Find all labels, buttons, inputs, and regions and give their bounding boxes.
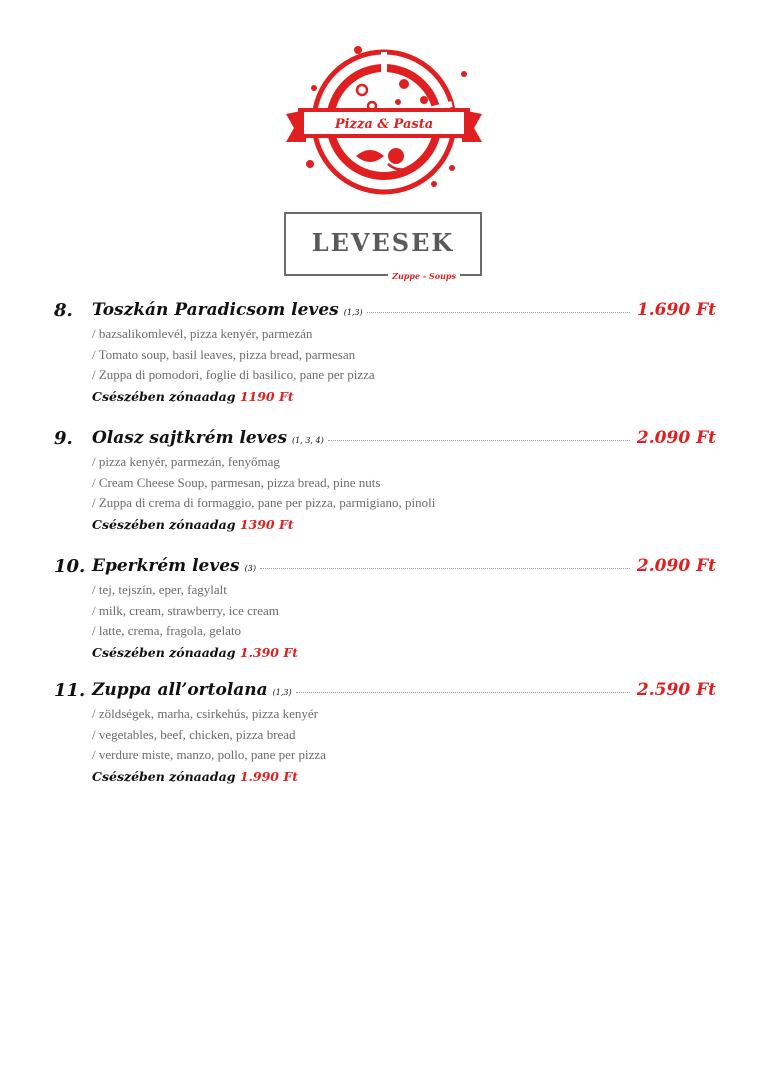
- cup-label: Csészében zónaadag: [92, 388, 236, 404]
- item-number: 9.: [54, 428, 73, 449]
- restaurant-logo: [284, 44, 484, 196]
- cup-portion: [92, 386, 716, 408]
- menu-item: [54, 300, 716, 408]
- cup-portion: [92, 766, 716, 788]
- item-allergens: (1,3): [343, 308, 363, 317]
- item-number: 11.: [54, 680, 86, 701]
- item-desc-it: / latte, crema, fragola, gelato: [92, 623, 242, 638]
- item-desc-hu: / tej, tejszín, eper, fagylalt: [92, 582, 227, 597]
- item-desc-hu: / bazsalikomlevél, pizza kenyér, parmezán: [92, 326, 313, 341]
- item-desc-en: / Cream Cheese Soup, parmesan, pizza bread, pine nuts: [92, 474, 381, 490]
- cup-price: 1.390 Ft: [239, 644, 298, 660]
- item-number: 8.: [54, 300, 73, 321]
- item-desc-en: / Tomato soup, basil leaves, pizza bread, parmesan: [92, 346, 356, 362]
- dot-leader: [296, 692, 630, 693]
- menu-item: [54, 680, 716, 788]
- item-desc-en: / milk, cream, strawberry, ice cream: [92, 602, 279, 618]
- item-price: 1.690 Ft: [636, 300, 716, 320]
- cup-label: Csészében zónaadag: [92, 516, 236, 532]
- cup-price: 1.990 Ft: [239, 768, 298, 784]
- item-desc-hu: / zöldségek, marha, csirkehús, pizza kenyér: [92, 706, 318, 721]
- item-name: Zuppa all’ortolana: [92, 680, 268, 700]
- dot-leader: [367, 312, 630, 313]
- menu-item: [54, 556, 716, 664]
- cup-price: 1190 Ft: [239, 388, 294, 404]
- logo-text: Pizza & Pasta: [334, 117, 434, 132]
- section-title: LEVESEK: [311, 228, 455, 257]
- item-number: 10.: [54, 556, 86, 577]
- item-desc-en: / vegetables, beef, chicken, pizza bread: [92, 726, 296, 742]
- cup-label: Csészében zónaadag: [92, 768, 236, 784]
- cup-label: Csészében zónaadag: [92, 644, 236, 660]
- dot-leader: [328, 440, 630, 441]
- item-desc-hu: / pizza kenyér, parmezán, fenyőmag: [92, 454, 280, 469]
- item-name: Olasz sajtkrém leves: [92, 428, 288, 448]
- item-price: 2.090 Ft: [636, 428, 716, 448]
- item-allergens: (1, 3, 4): [292, 436, 324, 445]
- item-price: 2.090 Ft: [636, 556, 716, 576]
- cup-portion: [92, 642, 716, 664]
- item-name: Eperkrém leves: [92, 556, 240, 576]
- item-desc-it: / Zuppa di pomodori, foglie di basilico, pane per pizza: [92, 367, 375, 382]
- pizza-logo-icon: [284, 44, 484, 196]
- section-subtitle: Zuppe - Soups: [388, 271, 460, 281]
- item-allergens: (3): [244, 564, 256, 573]
- dot-leader: [260, 568, 630, 569]
- section-heading: [284, 212, 482, 281]
- item-desc-it: / verdure miste, manzo, pollo, pane per pizza: [92, 747, 326, 762]
- menu-item: [54, 428, 716, 536]
- cup-portion: [92, 514, 716, 536]
- item-allergens: (1,3): [272, 688, 292, 697]
- item-desc-it: / Zuppa di crema di formaggio, pane per pizza, parmigiano, pinoli: [92, 495, 436, 510]
- item-name: Toszkán Paradicsom leves: [92, 300, 339, 320]
- item-price: 2.590 Ft: [636, 680, 716, 700]
- cup-price: 1390 Ft: [239, 516, 294, 532]
